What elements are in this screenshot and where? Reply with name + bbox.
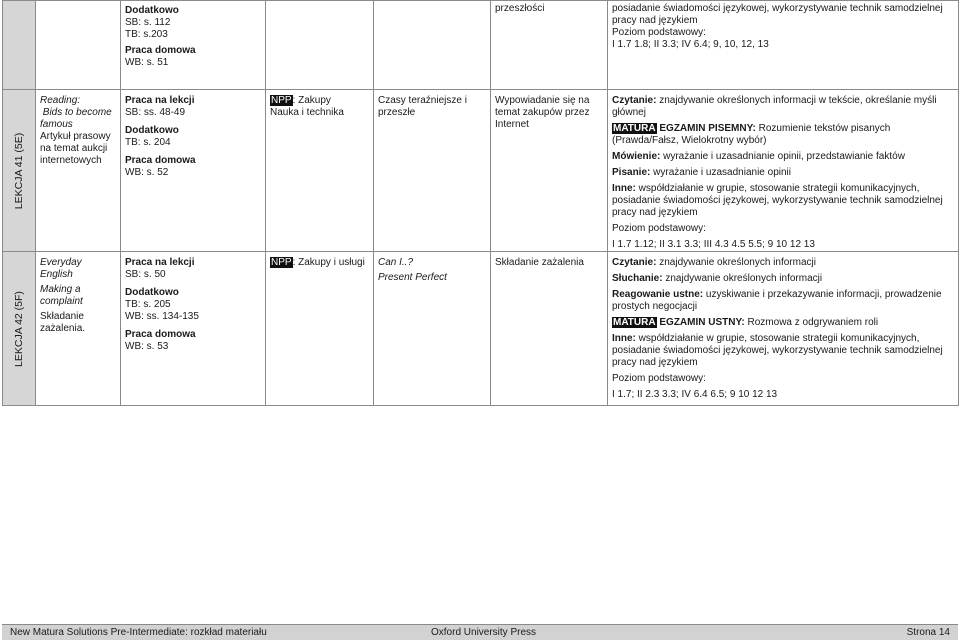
materials-heading: Dodatkowo: [125, 287, 179, 298]
materials-heading: Praca na lekcji: [125, 257, 195, 268]
functions-text: Internet: [495, 119, 529, 130]
topic-title: Everyday: [40, 257, 82, 268]
skill-label: Pisanie:: [612, 167, 651, 178]
skill-text: współdziałanie w grupie, stosowanie strategii komunikacyjnych,: [635, 333, 920, 344]
materials-value: SB: s. 112: [125, 17, 171, 28]
materials-value: TB: s.203: [125, 29, 168, 40]
materials-heading: Dodatkowo: [125, 125, 179, 136]
skill-text: znajdywanie określonych informacji w tekście, określanie myśli: [656, 95, 937, 106]
skill-text: głównej: [612, 107, 646, 118]
vocab-topic: Nauka i technika: [270, 107, 344, 118]
lesson-row-41: [3, 90, 959, 252]
materials-cell: [121, 1, 266, 90]
functions-text: przeszłości: [495, 3, 545, 14]
grammar-text: Czasy teraźniejsze i: [378, 95, 467, 106]
skills-cell: [608, 90, 959, 252]
curriculum-codes: I 1.7 1.8; II 3.3; IV 6.4; 9, 10, 12, 13: [612, 39, 769, 50]
npp-badge: NPP: [271, 257, 292, 268]
grammar-text: Present Perfect: [378, 272, 447, 283]
poziom-label: Poziom podstawowy:: [612, 223, 706, 234]
skill-text: znajdywanie określonych informacji: [662, 273, 823, 284]
skills-text: pracy nad językiem: [612, 15, 698, 26]
page-footer: [2, 624, 958, 640]
lesson-label: LEKCJA 42 (5F): [13, 290, 25, 367]
skill-label: Inne:: [612, 333, 636, 344]
skills-cell: [608, 252, 959, 406]
skill-text: uzyskiwanie i przekazywanie informacji, prowadzenie: [703, 289, 942, 300]
materials-heading: Praca domowa: [125, 45, 196, 56]
skill-text: znajdywanie określonych informacji: [656, 257, 816, 268]
materials-value: WB: ss. 134-135: [125, 311, 199, 322]
vocab-topic: : Zakupy i usługi: [292, 257, 365, 268]
grammar-cell: [374, 90, 491, 252]
vocab-cell: [266, 252, 374, 406]
topic-title: Reading:: [40, 95, 81, 106]
materials-value: WB: s. 51: [125, 57, 169, 68]
curriculum-codes: I 1.7; II 2.3 3.3; IV 6.4 6.5; 9 10 12 13: [612, 389, 778, 400]
footer-title: New Matura Solutions Pre-Intermediate: rozkład materiału: [10, 627, 267, 638]
materials-value: WB: s. 52: [125, 167, 169, 178]
functions-cell: [491, 1, 608, 90]
lesson-label-cell: [3, 90, 36, 252]
functions-cell: [491, 252, 608, 406]
topic-desc: internetowych: [40, 155, 102, 166]
lesson-plan-table: [2, 0, 959, 406]
skill-label: EGZAMIN USTNY:: [656, 317, 745, 328]
lesson-label-cell: [3, 252, 36, 406]
skill-label: Inne:: [612, 183, 636, 194]
topic-desc: zażalenia.: [40, 323, 86, 334]
skill-label: Mówienie:: [612, 151, 661, 162]
materials-heading: Praca na lekcji: [125, 95, 195, 106]
skills-text: posiadanie świadomości językowej, wykorzystywanie technik samodzielnej: [612, 3, 943, 14]
lesson-row-continued: [3, 1, 959, 90]
vocab-cell: [266, 1, 374, 90]
skill-text: posiadanie świadomości językowej, wykorzystywanie technik samodzielnej: [612, 195, 943, 206]
topic-title: Making a: [40, 284, 81, 295]
materials-value: TB: s. 205: [125, 299, 171, 310]
functions-text: Wypowiadanie się na: [495, 95, 590, 106]
grammar-text: Can I..?: [378, 257, 414, 268]
topic-title: English: [40, 269, 73, 280]
grammar-text: przeszłe: [378, 107, 416, 118]
skills-cell: [608, 1, 959, 90]
poziom-label: Poziom podstawowy:: [612, 27, 706, 38]
materials-value: WB: s. 53: [125, 341, 169, 352]
poziom-label: Poziom podstawowy:: [612, 373, 706, 384]
lesson-row-42: [3, 252, 959, 406]
materials-heading: Praca domowa: [125, 155, 196, 166]
skill-text: Rozumienie tekstów pisanych: [755, 123, 891, 134]
skill-text: wyrażanie i uzasadnianie opinii: [650, 167, 791, 178]
skill-label: Czytanie:: [612, 95, 657, 106]
skill-text: pracy nad językiem: [612, 357, 698, 368]
grammar-cell: [374, 1, 491, 90]
page-number: Strona 14: [906, 627, 950, 638]
materials-cell: [121, 252, 266, 406]
skill-text: wyrażanie i uzasadnianie opinii, przedstawianie faktów: [660, 151, 905, 162]
materials-heading: Praca domowa: [125, 329, 196, 340]
npp-badge: NPP: [271, 95, 292, 106]
topic-title: famous: [40, 119, 73, 130]
matura-badge: MATURA: [613, 123, 656, 134]
skill-text: (Prawda/Fałsz, Wielokrotny wybór): [612, 135, 767, 146]
topic-cell: [36, 90, 121, 252]
skill-label: EGZAMIN PISEMNY:: [656, 123, 756, 134]
skill-text: prostych negocjacji: [612, 301, 698, 312]
functions-text: Składanie zażalenia: [495, 257, 584, 268]
materials-value: TB: s. 204: [125, 137, 171, 148]
functions-text: temat zakupów przez: [495, 107, 590, 118]
topic-title: complaint: [40, 296, 83, 307]
skill-label: Reagowanie ustne:: [612, 289, 704, 300]
topic-desc: Artykuł prasowy: [40, 131, 111, 142]
materials-value: SB: ss. 48-49: [125, 107, 186, 118]
matura-badge: MATURA: [613, 317, 656, 328]
footer-publisher: Oxford University Press: [431, 627, 537, 638]
functions-cell: [491, 90, 608, 252]
vocab-topic: : Zakupy: [292, 95, 331, 106]
skill-text: współdziałanie w grupie, stosowanie strategii komunikacyjnych,: [635, 183, 920, 194]
materials-value: SB: s. 50: [125, 269, 166, 280]
lesson-label: LEKCJA 41 (5E): [13, 132, 25, 209]
vocab-cell: [266, 90, 374, 252]
skill-label: Czytanie:: [612, 257, 657, 268]
topic-desc: Składanie: [40, 311, 84, 322]
curriculum-codes: I 1.7 1.12; II 3.1 3.3; III 4.3 4.5 5.5; 9 10 12 13: [612, 239, 815, 250]
topic-desc: na temat aukcji: [40, 143, 108, 154]
skill-text: posiadanie świadomości językowej, wykorzystywanie technik samodzielnej: [612, 345, 943, 356]
materials-heading: Dodatkowo: [125, 5, 179, 16]
materials-cell: [121, 90, 266, 252]
topic-cell: [36, 252, 121, 406]
skill-text: pracy nad językiem: [612, 207, 698, 218]
skill-label: Słuchanie:: [612, 273, 663, 284]
lesson-label-cell: [3, 1, 36, 90]
grammar-cell: [374, 252, 491, 406]
topic-title: Bids to become: [40, 107, 112, 118]
skill-text: Rozmowa z odgrywaniem roli: [744, 317, 879, 328]
topic-cell: [36, 1, 121, 90]
